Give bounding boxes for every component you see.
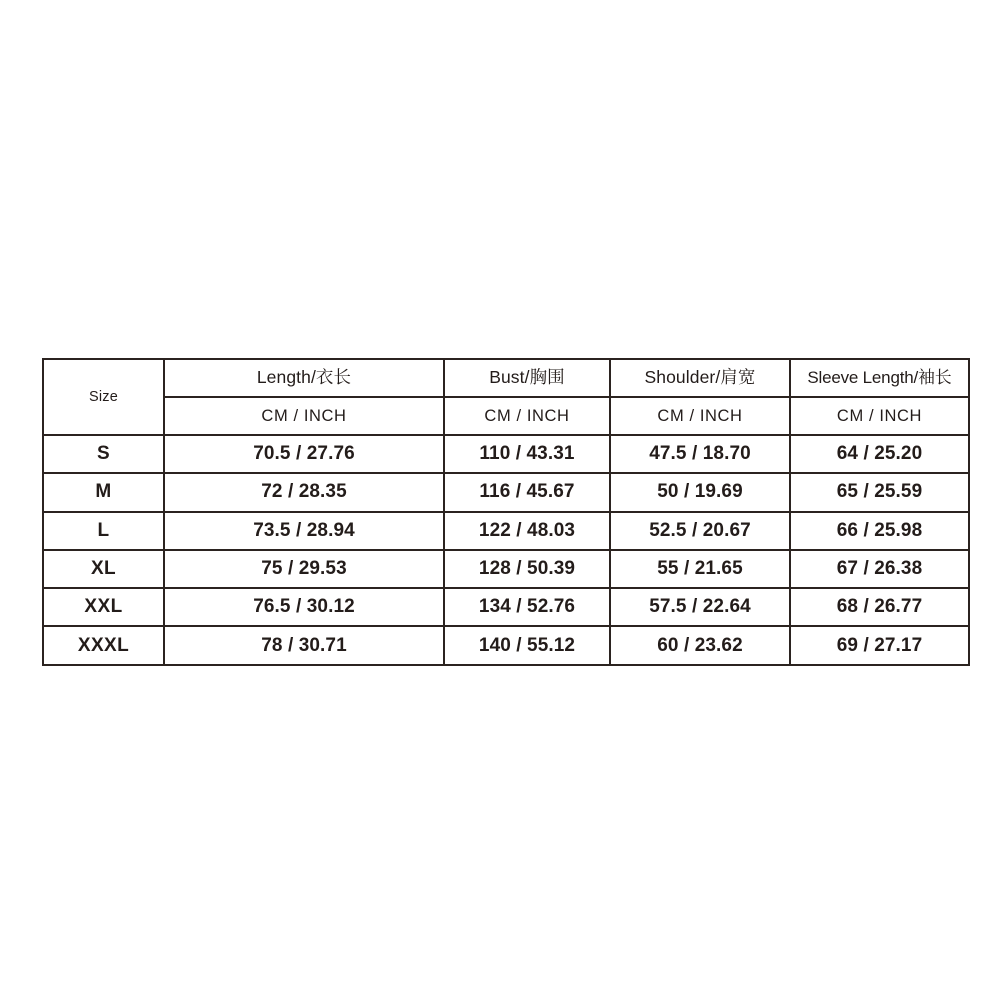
cell-size: M	[43, 473, 164, 511]
units-header-shoulder: CM / INCH	[610, 397, 790, 435]
cell-length: 78 / 30.71	[164, 626, 444, 664]
table-row	[43, 512, 969, 550]
cell-bust: 122 / 48.03	[444, 512, 610, 550]
size-chart-table	[42, 358, 970, 666]
column-header-sleeve-length: Sleeve Length/袖长	[790, 359, 969, 397]
column-header-shoulder: Shoulder/肩宽	[610, 359, 790, 397]
table-row	[43, 626, 969, 664]
cell-sleeve: 66 / 25.98	[790, 512, 969, 550]
cell-bust: 116 / 45.67	[444, 473, 610, 511]
units-header-length: CM / INCH	[164, 397, 444, 435]
cell-shoulder: 57.5 / 22.64	[610, 588, 790, 626]
cell-size: L	[43, 512, 164, 550]
cell-length: 76.5 / 30.12	[164, 588, 444, 626]
cell-bust: 134 / 52.76	[444, 588, 610, 626]
cell-shoulder: 60 / 23.62	[610, 626, 790, 664]
cell-shoulder: 52.5 / 20.67	[610, 512, 790, 550]
units-header-bust: CM / INCH	[444, 397, 610, 435]
units-header-sleeve: CM / INCH	[790, 397, 969, 435]
column-header-bust: Bust/胸围	[444, 359, 610, 397]
cell-shoulder: 50 / 19.69	[610, 473, 790, 511]
cell-sleeve: 64 / 25.20	[790, 435, 969, 473]
cell-shoulder: 47.5 / 18.70	[610, 435, 790, 473]
cell-bust: 140 / 55.12	[444, 626, 610, 664]
column-header-size: Size	[43, 359, 164, 435]
table-header-group-row	[43, 359, 969, 397]
cell-sleeve: 68 / 26.77	[790, 588, 969, 626]
table-row	[43, 588, 969, 626]
cell-length: 72 / 28.35	[164, 473, 444, 511]
table-row	[43, 473, 969, 511]
cell-sleeve: 65 / 25.59	[790, 473, 969, 511]
cell-size: S	[43, 435, 164, 473]
cell-size: XXXL	[43, 626, 164, 664]
cell-length: 70.5 / 27.76	[164, 435, 444, 473]
table-header-units-row	[43, 397, 969, 435]
cell-bust: 128 / 50.39	[444, 550, 610, 588]
table-row	[43, 550, 969, 588]
cell-length: 73.5 / 28.94	[164, 512, 444, 550]
column-header-length: Length/衣长	[164, 359, 444, 397]
cell-sleeve: 67 / 26.38	[790, 550, 969, 588]
cell-size: XL	[43, 550, 164, 588]
cell-size: XXL	[43, 588, 164, 626]
cell-sleeve: 69 / 27.17	[790, 626, 969, 664]
table-row	[43, 435, 969, 473]
cell-shoulder: 55 / 21.65	[610, 550, 790, 588]
cell-bust: 110 / 43.31	[444, 435, 610, 473]
cell-length: 75 / 29.53	[164, 550, 444, 588]
